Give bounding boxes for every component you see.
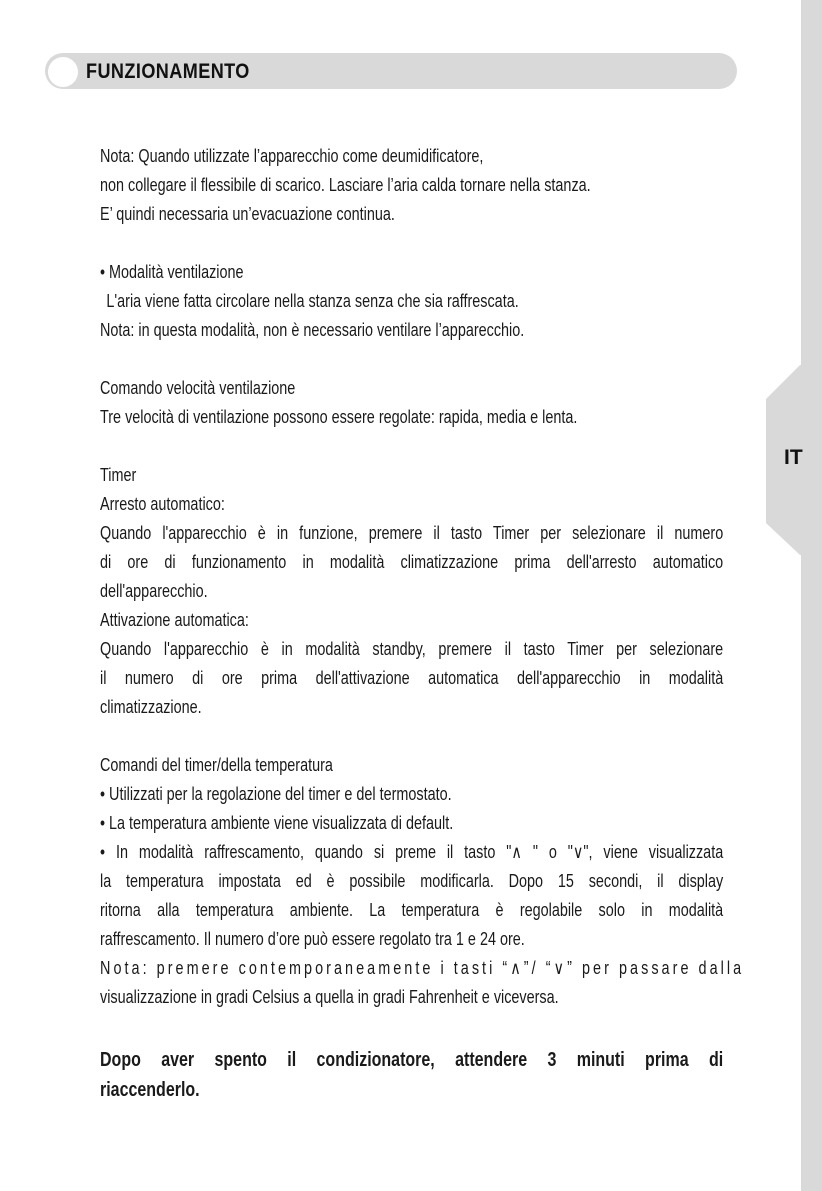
paragraph-line: Attivazione automatica: — [100, 610, 249, 630]
paragraph-line: Quando l'apparecchio è in funzione, premere il tasto Timer per selezionare il numero — [100, 523, 724, 543]
paragraph-line: L'aria viene fatta circolare nella stanza senza che sia raffrescata. — [106, 291, 519, 311]
paragraph-line: non collegare il flessibile di scarico. Lasciare l’aria calda tornare nella stanza. — [100, 175, 591, 195]
header-bullet-circle — [48, 57, 78, 87]
bullet-item: • La temperatura ambiente viene visualizzata di default. — [100, 813, 454, 833]
section-title: FUNZIONAMENTO — [86, 60, 250, 83]
page-margin-strip — [801, 0, 822, 1191]
warning-text: Dopo aver spento il condizionatore, attendere 3 minuti prima di — [100, 1049, 724, 1071]
paragraph-line: il numero di ore prima dell'attivazione automatica dell'apparecchio in modalità — [100, 668, 724, 688]
bullet-item: • In modalità raffrescamento, quando si preme il tasto "∧ " o "∨", viene visualizzata — [100, 842, 724, 862]
subsection-heading: Comandi del timer/della temperatura — [100, 755, 333, 775]
paragraph-line: raffrescamento. Il numero d’ore può essere regolato tra 1 e 24 ore. — [100, 929, 525, 949]
language-tab-label: IT — [784, 446, 803, 469]
paragraph-line: Tre velocità di ventilazione possono essere regolate: rapida, media e lenta. — [100, 407, 578, 427]
paragraph-line: ritorna alla temperatura ambiente. La temperatura è regolabile solo in modalità — [100, 900, 724, 920]
paragraph-line: di ore di funzionamento in modalità climatizzazione prima dell'arresto automatico — [100, 552, 724, 572]
subsection-heading: Timer — [100, 465, 137, 485]
subsection-heading: Comando velocità ventilazione — [100, 378, 296, 398]
paragraph-line: Nota: premere contemporaneamente i tasti “∧”/ “∨” per passare dalla — [100, 958, 745, 978]
paragraph-line: Quando l'apparecchio è in modalità standby, premere il tasto Timer per selezionare — [100, 639, 724, 659]
paragraph-line: Nota: Quando utilizzate l’apparecchio come deumidificatore, — [100, 146, 484, 166]
page-body — [100, 142, 745, 1105]
warning-text: riaccenderlo. — [100, 1079, 200, 1101]
bullet-item: • Utilizzati per la regolazione del timer e del termostato. — [100, 784, 452, 804]
paragraph-line: Arresto automatico: — [100, 494, 225, 514]
paragraph-line: la temperatura impostata ed è possibile modificarla. Dopo 15 secondi, il display — [100, 871, 724, 891]
paragraph-line: climatizzazione. — [100, 697, 202, 717]
paragraph-line: E’ quindi necessaria un’evacuazione continua. — [100, 204, 395, 224]
paragraph-line: Nota: in questa modalità, non è necessario ventilare l’apparecchio. — [100, 320, 525, 340]
bullet-heading: • Modalità ventilazione — [100, 262, 244, 282]
paragraph-line: visualizzazione in gradi Celsius a quella in gradi Fahrenheit e viceversa. — [100, 987, 559, 1007]
paragraph-line: dell'apparecchio. — [100, 581, 208, 601]
